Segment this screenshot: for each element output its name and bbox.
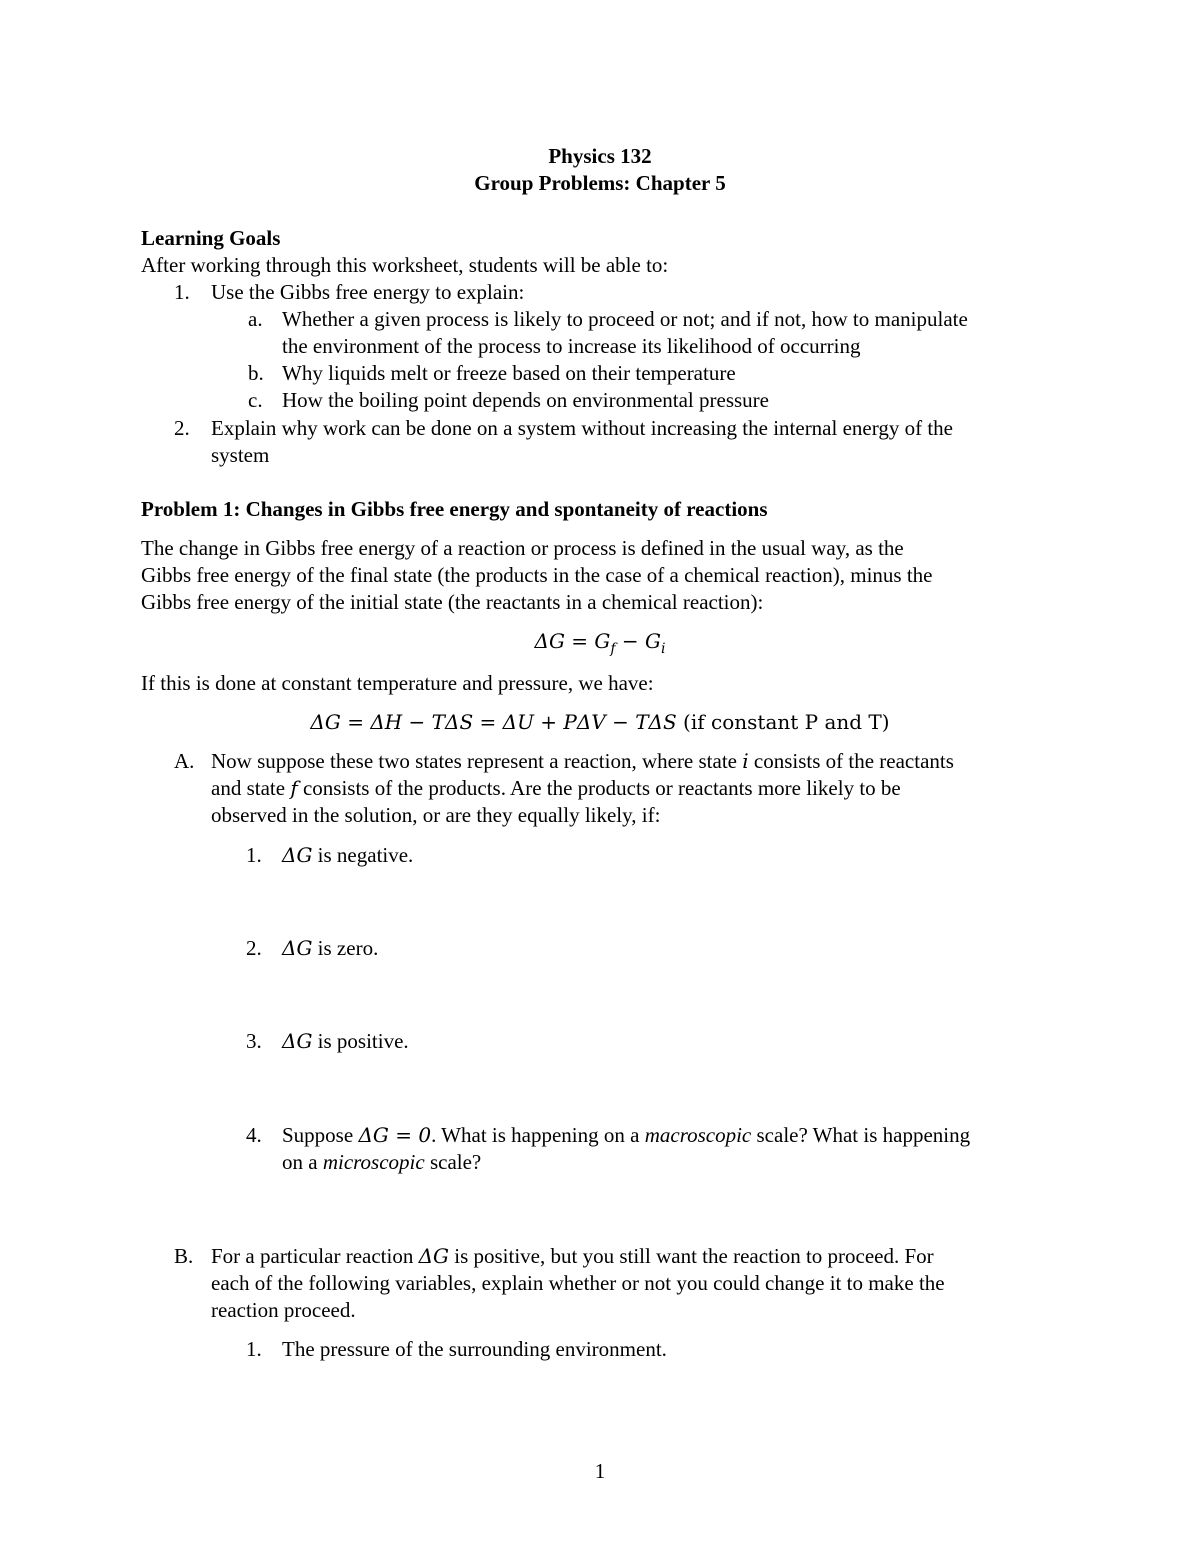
list-marker: 1.	[246, 843, 262, 867]
text-run: consists of the products. Are the products or reactants more likely to be	[297, 776, 901, 800]
page-number: 1	[594, 1459, 606, 1483]
state-i-symbol: i	[742, 749, 749, 773]
equation-mid: − G	[615, 629, 662, 653]
course-title: Physics 132	[548, 144, 652, 168]
question-text: The pressure of the surrounding environment.	[282, 1337, 667, 1361]
goal-item-text: Use the Gibbs free energy to explain:	[211, 280, 525, 304]
text-run: is positive.	[312, 1029, 409, 1053]
list-marker: 1.	[174, 280, 190, 304]
delta-g-symbol: ΔG	[282, 936, 313, 960]
part-a-line-3: observed in the solution, or are they equally likely, if:	[211, 803, 661, 827]
goal-item-text-cont: system	[211, 443, 270, 467]
text-run: is positive, but you still want the reaction to proceed. For	[449, 1244, 934, 1268]
list-marker: c.	[248, 388, 263, 412]
goal-subitem-text: Whether a given process is likely to proceed or not; and if not, how to manipulate	[282, 307, 968, 331]
constant-tp-line: If this is done at constant temperature and pressure, we have:	[141, 671, 654, 695]
list-marker: a.	[248, 307, 263, 331]
goal-subitem-text-cont: the environment of the process to increase its likelihood of occurring	[282, 334, 861, 358]
text-run: and state	[211, 776, 291, 800]
list-marker: 3.	[246, 1029, 262, 1053]
text-run: scale?	[424, 1150, 482, 1174]
part-a-line-1	[211, 748, 954, 775]
gibbs-expanded-equation	[0, 709, 1200, 736]
worksheet-title: Group Problems: Chapter 5	[474, 171, 726, 195]
learning-goals-heading: Learning Goals	[141, 226, 281, 250]
equation-condition: (if constant P and T)	[676, 710, 890, 734]
text-run: For a particular reaction	[211, 1244, 419, 1268]
state-f-symbol: f	[290, 776, 298, 800]
part-b-line-1	[211, 1243, 934, 1270]
part-a-line-2	[211, 775, 901, 802]
part-b-marker: B.	[174, 1244, 194, 1268]
equation-sub-f: f	[610, 641, 616, 658]
text-run: scale? What is happening	[751, 1123, 971, 1147]
text-run: is negative.	[312, 843, 414, 867]
problem-1-paragraph-line-1: The change in Gibbs free energy of a reaction or process is defined in the usual way, as the	[141, 536, 904, 560]
question-text	[282, 1122, 970, 1149]
equation-math: ΔG = ΔH − TΔS = ΔU + PΔV − TΔS	[310, 710, 677, 734]
macroscopic-term: macroscopic	[644, 1123, 752, 1147]
delta-g-symbol: ΔG	[282, 1029, 313, 1053]
list-marker: 2.	[246, 936, 262, 960]
text-run: consists of the reactants	[748, 749, 954, 773]
list-marker: 2.	[174, 416, 190, 440]
goal-subitem-text: Why liquids melt or freeze based on their temperature	[282, 361, 736, 385]
text-run: . What is happening on a	[431, 1123, 645, 1147]
microscopic-term: microscopic	[322, 1150, 425, 1174]
problem-1-paragraph-line-2: Gibbs free energy of the final state (the products in the case of a chemical reaction), minus the	[141, 563, 933, 587]
list-marker: 4.	[246, 1123, 262, 1147]
part-b-line-3: reaction proceed.	[211, 1298, 356, 1322]
problem-1-heading: Problem 1: Changes in Gibbs free energy and spontaneity of reactions	[141, 497, 768, 521]
delta-g-symbol: ΔG	[418, 1244, 449, 1268]
text-run: Suppose	[282, 1123, 359, 1147]
part-b-line-2: each of the following variables, explain whether or not you could change it to make the	[211, 1271, 945, 1295]
learning-goals-intro: After working through this worksheet, students will be able to:	[141, 253, 669, 277]
equation-lhs: ΔG = G	[534, 629, 611, 653]
question-text	[282, 1028, 409, 1055]
question-text-cont	[282, 1149, 481, 1176]
equation-sub-i: i	[661, 641, 666, 658]
text-run: on a	[282, 1150, 323, 1174]
goal-item-text: Explain why work can be done on a system without increasing the internal energy of the	[211, 416, 953, 440]
list-marker: b.	[248, 361, 264, 385]
problem-1-paragraph-line-3: Gibbs free energy of the initial state (the reactants in a chemical reaction):	[141, 590, 764, 614]
text-run: is zero.	[312, 936, 379, 960]
delta-g-symbol: ΔG	[282, 843, 313, 867]
delta-g-zero-symbol: ΔG = 0	[358, 1123, 432, 1147]
gibbs-change-equation	[0, 628, 1200, 663]
goal-subitem-text: How the boiling point depends on environmental pressure	[282, 388, 769, 412]
question-text	[282, 842, 413, 869]
text-run: Now suppose these two states represent a reaction, where state	[211, 749, 743, 773]
part-a-marker: A.	[174, 749, 195, 773]
list-marker: 1.	[246, 1337, 262, 1361]
question-text	[282, 935, 378, 962]
